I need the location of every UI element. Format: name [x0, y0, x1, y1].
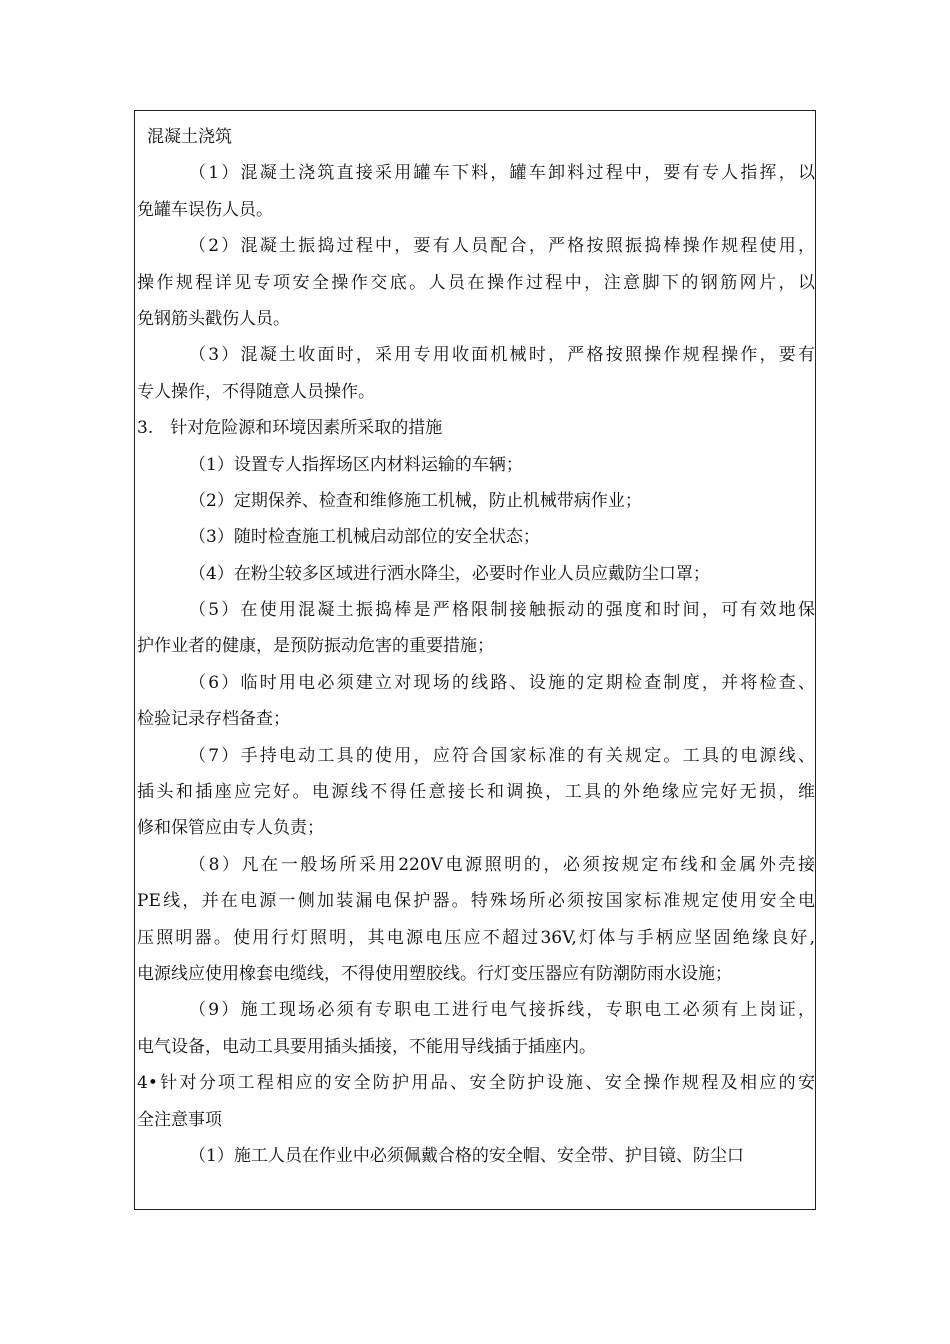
text-line: 全注意事项	[137, 1109, 222, 1130]
text-line: 修和保管应由专人负责；	[137, 818, 324, 839]
text-line: PE线，并在电源一侧加装漏电保护器。特殊场所必须按国家标准规定使用安全电	[137, 891, 815, 912]
text-line: （3）随时检查施工机械启动部位的安全状态；	[189, 527, 540, 548]
document-body	[137, 119, 815, 1174]
text-line: 免钢筋头戳伤人员。	[137, 308, 290, 329]
text-line: 电气设备，电动工具要用插头插接，不能用导线插于插座内。	[137, 1036, 596, 1057]
text-line: （7）手持电动工具的使用，应符合国家标准的有关规定。工具的电源线、	[189, 745, 815, 766]
text-line: 免罐车误伤人员。	[137, 199, 273, 220]
text-line: 压照明器。使用行灯照明，其电源电压应不超过36V,灯体与手柄应坚固绝缘良好,	[137, 927, 815, 948]
text-line: （1）施工人员在作业中必须佩戴合格的安全帽、安全带、护目镜、防尘口	[189, 1145, 744, 1166]
text-line: 专人操作，不得随意人员操作。	[137, 381, 375, 402]
text-line: 检验记录存档备查；	[137, 709, 290, 730]
text-line: 3. 针对危险源和环境因素所采取的措施	[137, 418, 443, 439]
text-line: （3）混凝土收面时，采用专用收面机械时，严格按照操作规程操作，要有	[189, 345, 815, 366]
content-table-cell	[134, 110, 816, 1210]
text-line: （8）凡在一般场所采用220V电源照明的，必须按规定布线和金属外壳接	[189, 854, 815, 875]
text-line: （4）在粉尘较多区域进行洒水降尘，必要时作业人员应戴防尘口罩；	[189, 563, 710, 584]
text-line: （2）定期保养、检查和维修施工机械，防止机械带病作业；	[189, 490, 642, 511]
text-line: 混凝土浇筑	[147, 127, 232, 147]
text-line: （5）在使用混凝土振捣棒是严格限制接触振动的强度和时间，可有效地保	[189, 600, 815, 621]
text-line: 护作业者的健康，是预防振动危害的重要措施；	[137, 636, 494, 657]
text-line: 插头和插座应完好。电源线不得任意接长和调换，工具的外绝缘应完好无损，维	[137, 782, 815, 803]
text-line: （2）混凝土振捣过程中，要有人员配合，严格按照振捣棒操作规程使用，	[189, 236, 815, 257]
text-line: （1）混凝土浇筑直接采用罐车下料，罐车卸料过程中，要有专人指挥，以	[189, 163, 815, 184]
text-line: 电源线应使用橡套电缆线，不得使用塑胶线。行灯变压器应有防潮防雨水设施；	[137, 963, 732, 984]
text-line: 4•针对分项工程相应的安全防护用品、安全防护设施、安全操作规程及相应的安	[137, 1073, 815, 1094]
text-line: （9）施工现场必须有专职电工进行电气接拆线，专职电工必须有上岗证，	[189, 1000, 815, 1021]
text-line: （6）临时用电必须建立对现场的线路、设施的定期检查制度，并将检查、	[189, 672, 815, 693]
text-line: （1）设置专人指挥场区内材料运输的车辆；	[189, 454, 523, 475]
text-line: 操作规程详见专项安全操作交底。人员在操作过程中，注意脚下的钢筋网片，以	[137, 272, 815, 293]
